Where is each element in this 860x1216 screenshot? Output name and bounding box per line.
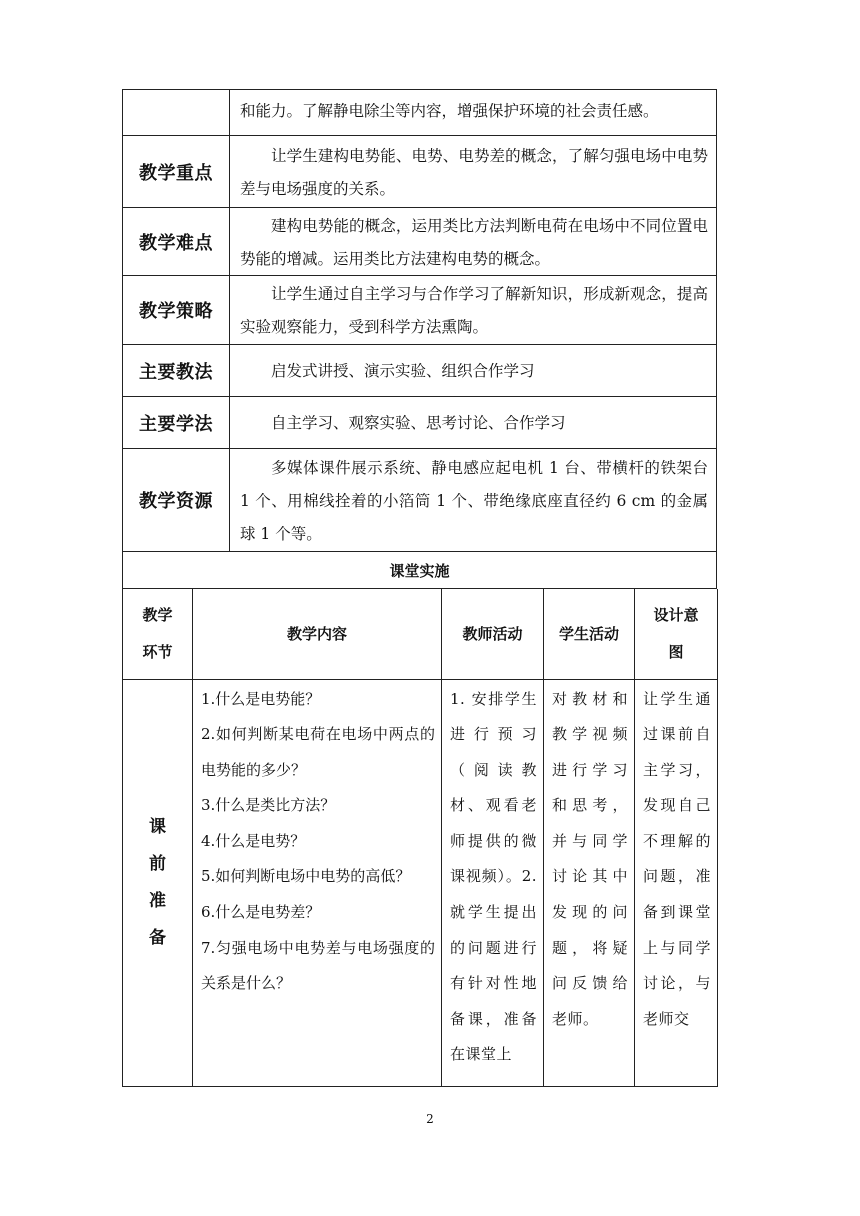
- row-text: [230, 345, 716, 396]
- row-label: 教学难点: [123, 208, 230, 275]
- content-item: 2.如何判断某电荷在电场中两点的电势能的多少？: [201, 725, 435, 779]
- row-label: 主要教法: [123, 345, 230, 396]
- header-stage: 教学环节: [123, 589, 193, 679]
- row-label-empty: [123, 90, 230, 135]
- row-text: [230, 136, 716, 207]
- header-teacher: 教师活动: [442, 589, 544, 679]
- content-item: 4.什么是电势？: [201, 831, 306, 850]
- content-item: 3.什么是类比方法？: [201, 796, 336, 815]
- table-header-row: [123, 589, 718, 679]
- header-student: 学生活动: [544, 589, 635, 679]
- row-text: [230, 208, 716, 275]
- row-text: [230, 276, 716, 344]
- row-label: 教学资源: [123, 449, 230, 551]
- student-cell: 对教材和教学视频进行学习和思考，并与同学讨论其中发现的问题，将疑问反馈给老师。: [544, 679, 635, 1086]
- row-key-points: [122, 136, 717, 208]
- row-text-span: 建构电势能的概念，运用类比方法判断电荷在电场中不同位置电势能的增减。运用类比方法建构电势的概念。: [240, 216, 708, 268]
- row-text-span: 自主学习、观察实验、思考讨论、合作学习: [271, 414, 566, 432]
- row-text-span: 多媒体课件展示系统、静电感应起电机 1 台、带横杆的铁架台 1 个、用棉线拴着的小箔筒 1 个、带绝缘底座直径约 6 cm 的金属球 1 个等。: [240, 458, 708, 543]
- row-text-span: 和能力。了解静电除尘等内容，增强保护环境的社会责任感。: [240, 102, 659, 120]
- row-label: 教学重点: [123, 136, 230, 207]
- row-strategy: [122, 276, 717, 345]
- row-resources: [122, 449, 717, 552]
- row-continuation: [122, 89, 717, 136]
- row-label: 主要学法: [123, 397, 230, 448]
- content-item: 7.匀强电场中电势差与电场强度的关系是什么？: [201, 938, 435, 993]
- content-cell: [193, 679, 442, 1086]
- content-item: 1.什么是电势能？: [201, 689, 321, 708]
- document-page: [122, 89, 717, 1087]
- section-row: [122, 552, 717, 589]
- row-text-span: 让学生建构电势能、电势、电势差的概念，了解匀强电场中电势差与电场强度的关系。: [240, 146, 708, 198]
- row-text-span: 启发式讲授、演示实验、组织合作学习: [271, 362, 535, 380]
- section-title: 课堂实施: [389, 561, 450, 580]
- header-content: 教学内容: [193, 589, 442, 679]
- row-label: 教学策略: [123, 276, 230, 344]
- row-learning-method: [122, 397, 717, 449]
- row-text: [230, 90, 716, 135]
- row-text-span: 让学生通过自主学习与合作学习了解新知识，形成新观念，提高实验观察能力，受到科学方法熏陶。: [240, 285, 708, 336]
- row-text: [230, 397, 716, 448]
- content-item: 6.什么是电势差？: [201, 903, 321, 922]
- row-text: [230, 449, 716, 551]
- table-row: [123, 679, 718, 1086]
- stage-cell: 课前准备: [123, 679, 193, 1086]
- page-number: 2: [426, 1112, 434, 1126]
- header-intent: 设计意图: [635, 589, 718, 679]
- row-teaching-method: [122, 345, 717, 397]
- implementation-table: [122, 589, 718, 1087]
- row-difficulties: [122, 208, 717, 276]
- intent-cell: 让学生通过课前自主学习，发现自己不理解的问题，准备到课堂上与同学讨论，与老师交: [635, 679, 718, 1086]
- teacher-cell: 1. 安排学生进行预习（阅读教材、观看老师提供的微课视频）。2. 就学生提出的问题进行有针对性地备课，准备在课堂上: [442, 679, 544, 1086]
- content-item: 5.如何判断电场中电势的高低？: [201, 867, 411, 886]
